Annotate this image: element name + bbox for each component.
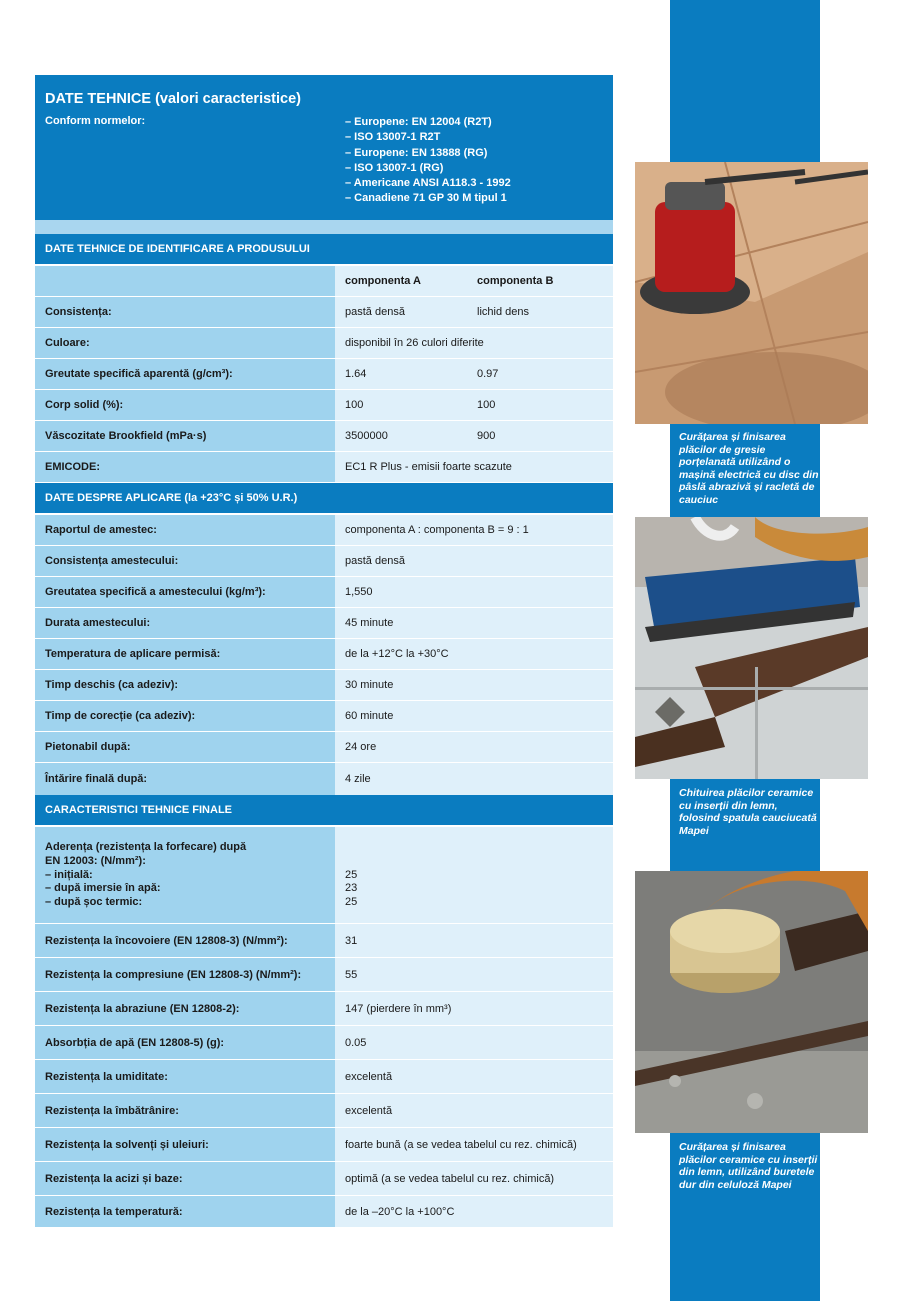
table-row: [35, 701, 613, 731]
table-row: [35, 546, 613, 576]
row-label: Durata amestecului:: [35, 608, 335, 638]
aderenta-value: 25: [345, 896, 358, 909]
row-value: 0.05: [335, 1026, 613, 1059]
row-value: 31: [335, 924, 613, 957]
row-values: [335, 297, 613, 327]
row-values: [335, 421, 613, 451]
row-value: 1,550: [335, 577, 613, 607]
value-b: 100: [477, 399, 496, 411]
section-identificare-title: [35, 234, 613, 264]
section-aplicare-title: [35, 483, 613, 513]
row-value: de la +12°C la +30°C: [335, 639, 613, 669]
section-finale-title: [35, 795, 613, 825]
norm-item: – ISO 13007-1 (RG): [345, 161, 444, 174]
table-row: [35, 1162, 613, 1195]
value-a: pastă densă: [345, 306, 405, 318]
table-header-cols: [335, 266, 613, 296]
row-label: Pietonabil după:: [35, 732, 335, 762]
table-row: [35, 732, 613, 762]
aderenta-value: 23: [345, 882, 358, 895]
technical-data-header: [35, 75, 613, 220]
value-b: lichid dens: [477, 306, 529, 318]
conform-label: Conform normelor:: [45, 115, 146, 127]
col-a-header: componenta A: [345, 275, 421, 287]
aderenta-line: – inițială:: [45, 868, 93, 881]
norm-item: – Canadiene 71 GP 30 M tipul 1: [345, 192, 507, 205]
row-label: Rezistența la solvenți și uleiuri:: [35, 1128, 335, 1161]
value-a: 3500000: [345, 430, 388, 442]
row-value: foarte bună (a se vedea tabelul cu rez. chimică): [335, 1128, 613, 1161]
row-label: Rezistența la abraziune (EN 12808-2):: [35, 992, 335, 1025]
table-row: [35, 1060, 613, 1093]
aderenta-values: [335, 827, 613, 923]
aderenta-line: EN 12003: (N/mm²):: [45, 854, 146, 867]
row-label: Greutatea specifică a amestecului (kg/m³):: [35, 577, 335, 607]
table-row: [35, 297, 613, 327]
row-label: Rezistența la îmbătrânire:: [35, 1094, 335, 1127]
photo-sponge-cleaning: [635, 871, 868, 1133]
table-row: [35, 1026, 613, 1059]
caption-photo-3: Curățarea și finisarea plăcilor ceramice cu inserții din lemn, utilizând buretele dur din celuloză Mapei: [679, 1141, 818, 1191]
row-label: Absorbția de apă (EN 12808-5) (g):: [35, 1026, 335, 1059]
row-label: Greutate specifică aparentă (g/cm³):: [35, 359, 335, 389]
table-row: [35, 515, 613, 545]
row-label: Consistența:: [35, 297, 335, 327]
table-row: [35, 992, 613, 1025]
row-label: Rezistența la umiditate:: [35, 1060, 335, 1093]
row-value: excelentă: [335, 1094, 613, 1127]
value-a: 1.64: [345, 368, 367, 380]
col-b-header: componenta B: [477, 275, 554, 287]
table-row: [35, 1196, 613, 1227]
table-row: [35, 359, 613, 389]
table-row: [35, 328, 613, 358]
row-value: disponibil în 26 culori diferite: [335, 328, 613, 358]
photo-floor-polishing: [635, 162, 868, 424]
row-value: 55: [335, 958, 613, 991]
row-label: Temperatura de aplicare permisă:: [35, 639, 335, 669]
value-b: 900: [477, 430, 496, 442]
table-row: [35, 1094, 613, 1127]
header-divider: [35, 220, 613, 234]
row-label: Timp de corecție (ca adeziv):: [35, 701, 335, 731]
table-row: [35, 608, 613, 638]
row-label: Rezistența la compresiune (EN 12808-3) (N/mm²):: [35, 958, 335, 991]
table-row: [35, 1128, 613, 1161]
photo-grouting: [635, 517, 868, 779]
aderenta-line: Aderența (rezistența la forfecare) după: [45, 841, 247, 853]
table-row-aderenta: [35, 827, 613, 923]
row-value: componenta A : componenta B = 9 : 1: [335, 515, 613, 545]
table-row: [35, 639, 613, 669]
row-label: Culoare:: [35, 328, 335, 358]
row-label: Rezistența la temperatură:: [35, 1196, 335, 1227]
row-values: [335, 359, 613, 389]
value-a: 100: [345, 399, 364, 411]
row-value: excelentă: [335, 1060, 613, 1093]
table-row: [35, 452, 613, 482]
norm-item: – ISO 13007-1 R2T: [345, 131, 441, 144]
row-value: 24 ore: [335, 732, 613, 762]
row-label: Timp deschis (ca adeziv):: [35, 670, 335, 700]
table-row: [35, 577, 613, 607]
aderenta-line: – după imersie în apă:: [45, 882, 161, 895]
caption-photo-1: Curățarea și finisarea plăcilor de gresie porțelanată utilizând o mașină electrică cu disc din pâslă abrazivă și racletă de cauciuc: [679, 431, 819, 506]
row-values: [335, 390, 613, 420]
norms-list: [345, 115, 511, 207]
table-row: [35, 958, 613, 991]
page-title: DATE TEHNICE (valori caracteristice): [45, 91, 301, 107]
table-header-row: [35, 266, 613, 296]
row-value: 147 (pierdere în mm³): [335, 992, 613, 1025]
value-b: 0.97: [477, 368, 499, 380]
section-title-text: DATE DESPRE APLICARE (la +23°C și 50% U.R.): [45, 492, 298, 504]
row-label: EMICODE:: [35, 452, 335, 482]
aderenta-label: [35, 827, 335, 923]
row-value: 30 minute: [335, 670, 613, 700]
table-row: [35, 390, 613, 420]
table-row: [35, 763, 613, 795]
caption-photo-2: Chituirea plăcilor ceramice cu inserții din lemn, folosind spatula cauciucată Mapei: [679, 787, 817, 837]
row-label: Rezistența la acizi și baze:: [35, 1162, 335, 1195]
row-label: Văscozitate Brookfield (mPa·s): [35, 421, 335, 451]
row-value: de la –20°C la +100°C: [335, 1196, 613, 1227]
row-value: 4 zile: [335, 763, 613, 795]
row-label: Raportul de amestec:: [35, 515, 335, 545]
row-label: Rezistența la încovoiere (EN 12808-3) (N/mm²):: [35, 924, 335, 957]
aderenta-value: 25: [345, 868, 358, 881]
norm-item: – Europene: EN 12004 (R2T): [345, 116, 492, 128]
section-title-text: DATE TEHNICE DE IDENTIFICARE A PRODUSULUI: [45, 243, 310, 255]
aderenta-line: – după șoc termic:: [45, 896, 143, 909]
row-value: EC1 R Plus - emisii foarte scazute: [335, 452, 613, 482]
norm-item: – Americane ANSI A118.3 - 1992: [345, 177, 511, 190]
table-row: [35, 421, 613, 451]
row-label: Consistența amestecului:: [35, 546, 335, 576]
row-value: optimă (a se vedea tabelul cu rez. chimică): [335, 1162, 613, 1195]
row-label: Corp solid (%):: [35, 390, 335, 420]
section-title-text: CARACTERISTICI TEHNICE FINALE: [45, 804, 232, 816]
table-row: [35, 670, 613, 700]
norm-item: – Europene: EN 13888 (RG): [345, 146, 488, 159]
row-value: 60 minute: [335, 701, 613, 731]
table-row: [35, 924, 613, 957]
row-value: 45 minute: [335, 608, 613, 638]
row-label: Întărire finală după:: [35, 763, 335, 795]
table-header-blank: [35, 266, 335, 296]
row-value: pastă densă: [335, 546, 613, 576]
